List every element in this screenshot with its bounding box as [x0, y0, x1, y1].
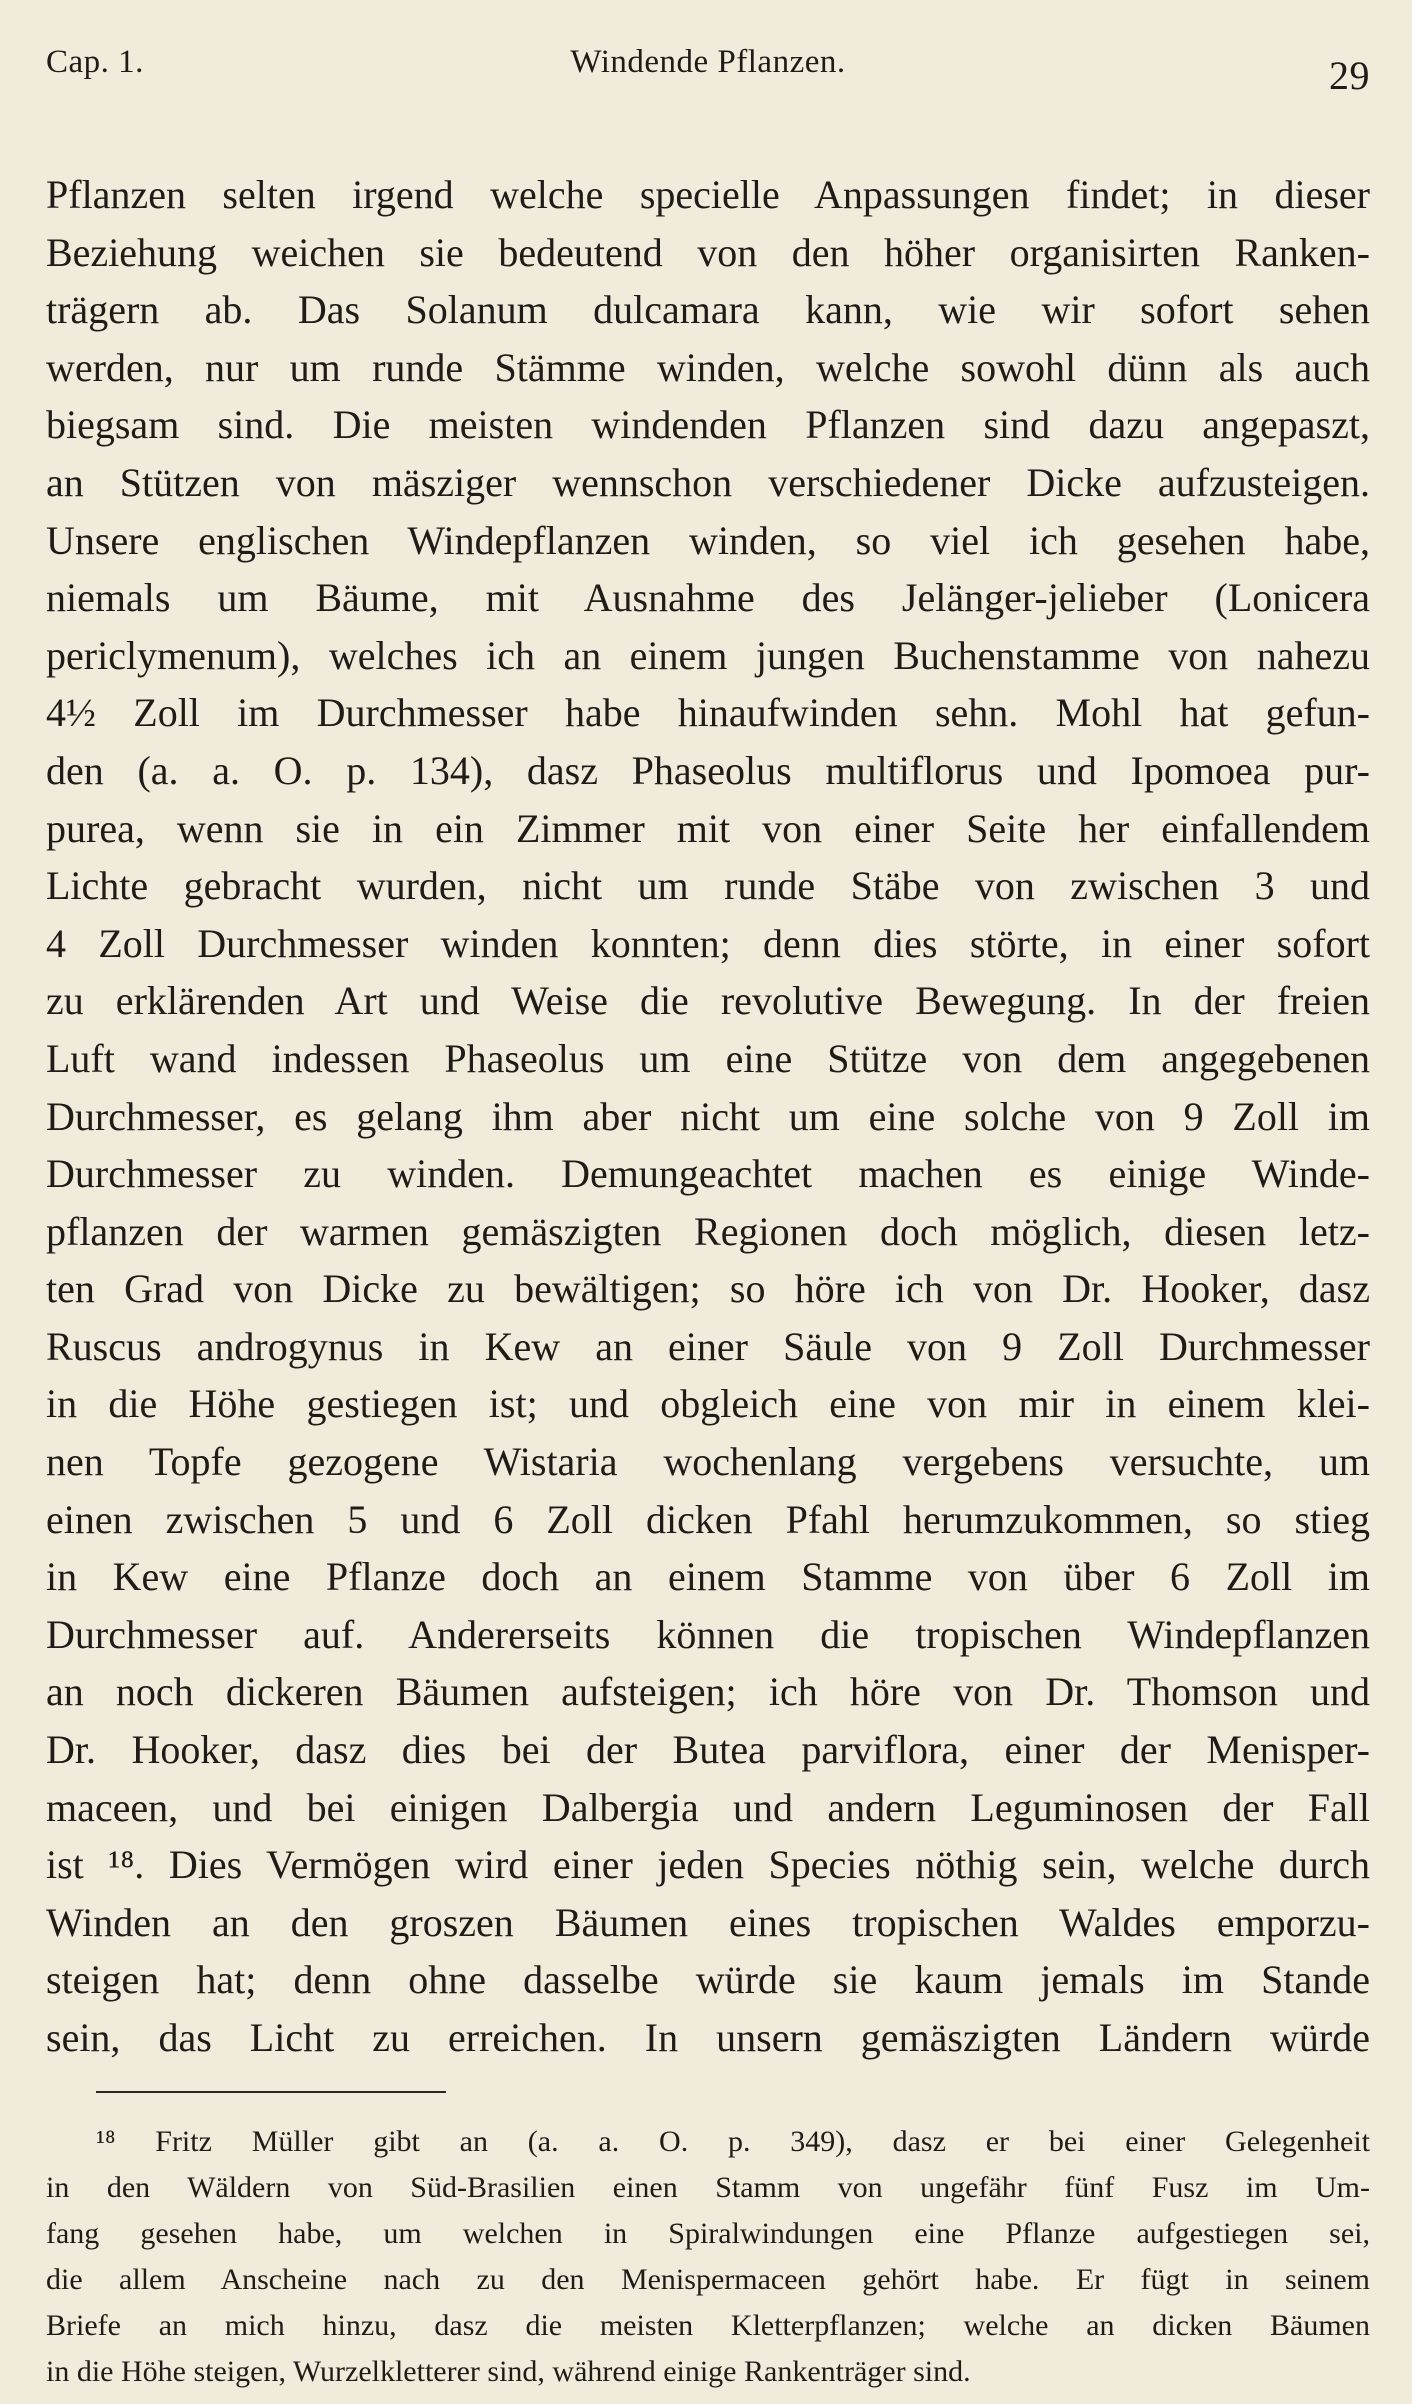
body-line: purea, wenn sie in ein Zimmer mit von einer Seite her einfallendem — [46, 805, 1370, 851]
body-line: periclymenum), welches ich an einem jungen Buchenstamme von nahezu — [46, 632, 1370, 678]
footnote-line: in den Wäldern von Süd-Brasilien einen Stamm von ungefähr fünf Fusz im Um- — [46, 2170, 1370, 2204]
body-line: Ruscus androgynus in Kew an einer Säule von 9 Zoll Durchmesser — [46, 1323, 1370, 1369]
footnote-line: die allem Anscheine nach zu den Menispermaceen gehört habe. Er fügt in seinem — [46, 2262, 1370, 2296]
footnote-line: in die Höhe steigen, Wurzelkletterer sind, während einige Rankenträger sind. — [46, 2354, 971, 2388]
body-line: niemals um Bäume, mit Ausnahme des Jelänger-jelieber (Lonicera — [46, 575, 1370, 621]
body-line: Durchmesser auf. Andererseits können die tropischen Windepflanzen — [46, 1611, 1370, 1657]
running-title: Windende Pflanzen. — [570, 44, 846, 80]
body-line: Winden an den groszen Bäumen eines tropischen Waldes emporzu- — [46, 1899, 1370, 1945]
body-line: Durchmesser, es gelang ihm aber nicht um eine solche von 9 Zoll im — [46, 1093, 1370, 1139]
body-line: in Kew eine Pflanze doch an einem Stamme von über 6 Zoll im — [46, 1554, 1370, 1600]
body-line: 4 Zoll Durchmesser winden konnten; denn dies störte, in einer sofort — [46, 920, 1370, 966]
footnote-divider — [96, 2091, 446, 2093]
footnote — [46, 2119, 1370, 2395]
body-line: Luft wand indessen Phaseolus um eine Stütze von dem angegebenen — [46, 1035, 1370, 1081]
body-line: Pflanzen selten irgend welche specielle Anpassungen findet; in dieser — [46, 172, 1370, 217]
body-line: ten Grad von Dicke zu bewältigen; so höre ich von Dr. Hooker, dasz — [46, 1266, 1370, 1312]
body-line: nen Topfe gezogene Wistaria wochenlang vergebens versuchte, um — [46, 1439, 1370, 1485]
body-line: biegsam sind. Die meisten windenden Pflanzen sind dazu angepaszt, — [46, 402, 1370, 448]
body-line: pflanzen der warmen gemäszigten Regionen doch möglich, diesen letz- — [46, 1208, 1370, 1254]
body-line: den (a. a. O. p. 134), dasz Phaseolus multiflorus und Ipomoea pur- — [46, 747, 1370, 793]
body-line: Durchmesser zu winden. Demungeachtet machen es einige Winde- — [46, 1151, 1370, 1197]
body-line: sein, das Licht zu erreichen. In unsern gemäszigten Ländern würde — [46, 2015, 1370, 2060]
body-line: Beziehung weichen sie bedeutend von den höher organisirten Ranken- — [46, 229, 1370, 275]
body-text — [46, 166, 1370, 2067]
body-line: Dr. Hooker, dasz dies bei der Butea parviflora, einer der Menisper- — [46, 1727, 1370, 1773]
body-line: zu erklärenden Art und Weise die revolutive Bewegung. In der freien — [46, 978, 1370, 1024]
body-line: steigen hat; denn ohne dasselbe würde sie kaum jemals im Stande — [46, 1957, 1370, 2003]
body-line: trägern ab. Das Solanum dulcamara kann, wie wir sofort sehen — [46, 287, 1370, 333]
body-line: Lichte gebracht wurden, nicht um runde Stäbe von zwischen 3 und — [46, 863, 1370, 909]
body-line: an Stützen von mäsziger wennschon verschiedener Dicke aufzusteigen. — [46, 459, 1370, 505]
footnote-line: ¹⁸ Fritz Müller gibt an (a. a. O. p. 349), dasz er bei einer Gelegenheit — [96, 2124, 1370, 2158]
body-line: einen zwischen 5 und 6 Zoll dicken Pfahl herumzukommen, so stieg — [46, 1496, 1370, 1542]
body-line: 4½ Zoll im Durchmesser habe hinaufwinden sehn. Mohl hat gefun- — [46, 690, 1370, 736]
running-header — [46, 44, 1370, 104]
body-line: an noch dickeren Bäumen aufsteigen; ich höre von Dr. Thomson und — [46, 1669, 1370, 1715]
body-line: ist ¹⁸. Dies Vermögen wird einer jeden Species nöthig sein, welche durch — [46, 1842, 1370, 1888]
footnote-line: Briefe an mich hinzu, dasz die meisten Kletterpflanzen; welche an dicken Bäumen — [46, 2308, 1370, 2342]
chapter-label: Cap. 1. — [46, 44, 144, 80]
footnote-line: fang gesehen habe, um welchen in Spiralwindungen eine Pflanze aufgestiegen sei, — [46, 2216, 1370, 2250]
body-line: maceen, und bei einigen Dalbergia und andern Leguminosen der Fall — [46, 1784, 1370, 1830]
body-line: Unsere englischen Windepflanzen winden, so viel ich gesehen habe, — [46, 517, 1370, 563]
body-line: in die Höhe gestiegen ist; und obgleich eine von mir in einem klei- — [46, 1381, 1370, 1427]
body-line: werden, nur um runde Stämme winden, welche sowohl dünn als auch — [46, 344, 1370, 390]
page-number: 29 — [1329, 53, 1370, 98]
